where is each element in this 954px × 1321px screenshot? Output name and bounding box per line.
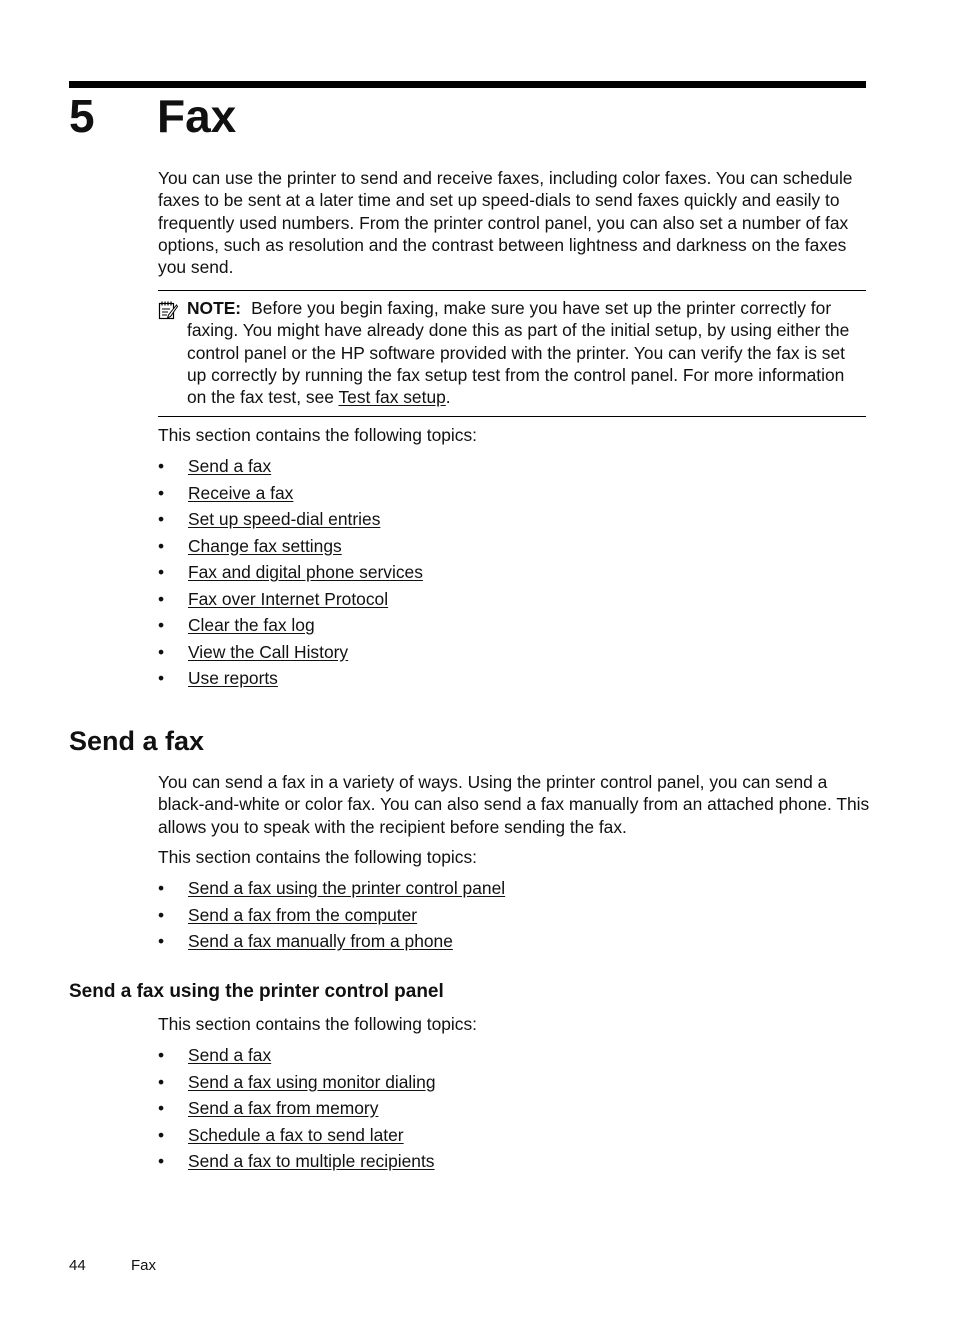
note-box	[158, 290, 866, 417]
list-item: • Send a fax to multiple recipients	[158, 1151, 435, 1171]
list-item: • Send a fax from memory	[158, 1098, 379, 1118]
topic-link[interactable]: Send a fax using monitor dialing	[188, 1071, 436, 1092]
send-fax-intro: You can send a fax in a variety of ways. Using the printer control panel, you can send a black-and-white or color fax. You can also send a fax manually from an attached phone. This allows you to speak with the recipient before sending the fax.	[158, 772, 870, 837]
note-body: Before you begin faxing, make sure you have set up the printer correctly for faxing. You might have already done this as part of the initial setup, by using either the control panel or the HP software provided with the printer. You can verify the fax is set up correctly by running the fax setup test from the control panel. For more information on the fax test, see	[187, 298, 850, 408]
chapter-title: Fax	[157, 90, 237, 142]
topic-link[interactable]: Send a fax to multiple recipients	[188, 1151, 435, 1171]
send-fax-topic-list	[158, 876, 505, 956]
list-item: • Schedule a fax to send later	[158, 1124, 404, 1145]
page-number: 44	[69, 1257, 86, 1274]
topic-link[interactable]: Schedule a fax to send later	[188, 1124, 404, 1145]
topic-link[interactable]: Clear the fax log	[188, 615, 315, 635]
control-panel-topic-list	[158, 1043, 436, 1176]
chapter-number: 5	[69, 90, 95, 142]
topic-link[interactable]: Fax and digital phone services	[188, 562, 423, 582]
topic-link[interactable]: Send a fax	[188, 456, 272, 476]
list-item: • Send a fax using monitor dialing	[158, 1071, 436, 1092]
list-item: • Send a fax	[158, 1045, 272, 1065]
note-label: NOTE:	[187, 298, 242, 318]
test-fax-setup-link[interactable]: Test fax setup	[338, 387, 446, 408]
send-fax-topics-intro: This section contains the following topics:	[158, 847, 477, 867]
topic-link[interactable]: Send a fax from the computer	[188, 904, 418, 925]
chapter-rule	[69, 81, 866, 88]
list-item: • Clear the fax log	[158, 615, 315, 635]
list-item: • Change fax settings	[158, 535, 342, 556]
list-item: • Send a fax	[158, 456, 272, 476]
intro-paragraph: You can use the printer to send and receive faxes, including color faxes. You can schedule faxes to be sent at a later time and set up speed-dials to send faxes quickly and easily to frequently used numbers. From the printer control panel, you can also set a number of fax options, such as resolution and the contrast between lightness and darkness on the faxes you send.	[158, 168, 853, 278]
list-item: • Fax and digital phone services	[158, 562, 423, 582]
topic-link[interactable]: Send a fax manually from a phone	[188, 931, 453, 951]
topic-link[interactable]: Set up speed-dial entries	[188, 509, 381, 529]
topic-link[interactable]: Send a fax from memory	[188, 1098, 379, 1118]
note-icon	[158, 300, 178, 320]
list-item: • Send a fax manually from a phone	[158, 931, 453, 951]
topics-intro: This section contains the following topics:	[158, 425, 477, 445]
topic-link[interactable]: Send a fax using the printer control panel	[188, 878, 506, 898]
topic-link[interactable]: Change fax settings	[188, 535, 342, 556]
list-item: • Set up speed-dial entries	[158, 509, 381, 529]
list-item: • View the Call History	[158, 641, 349, 662]
topic-link[interactable]: View the Call History	[188, 641, 349, 662]
list-item: • Send a fax from the computer	[158, 904, 418, 925]
note-text	[187, 297, 867, 408]
topic-link[interactable]: Receive a fax	[188, 482, 294, 503]
list-item: • Receive a fax	[158, 482, 294, 503]
topic-link[interactable]: Fax over Internet Protocol	[188, 588, 389, 609]
control-panel-topics-intro: This section contains the following topics:	[158, 1014, 477, 1034]
topic-link[interactable]: Use reports	[188, 668, 278, 688]
chapter-topic-list	[158, 454, 423, 693]
list-item: • Use reports	[158, 668, 278, 688]
note-end: .	[445, 387, 451, 408]
list-item: • Send a fax using the printer control panel	[158, 878, 506, 898]
footer-section-name: Fax	[131, 1257, 157, 1274]
subsection-heading-control-panel: Send a fax using the printer control panel	[69, 981, 444, 1002]
section-heading-send-a-fax: Send a fax	[69, 726, 205, 756]
list-item: • Fax over Internet Protocol	[158, 588, 389, 609]
topic-link[interactable]: Send a fax	[188, 1045, 272, 1065]
